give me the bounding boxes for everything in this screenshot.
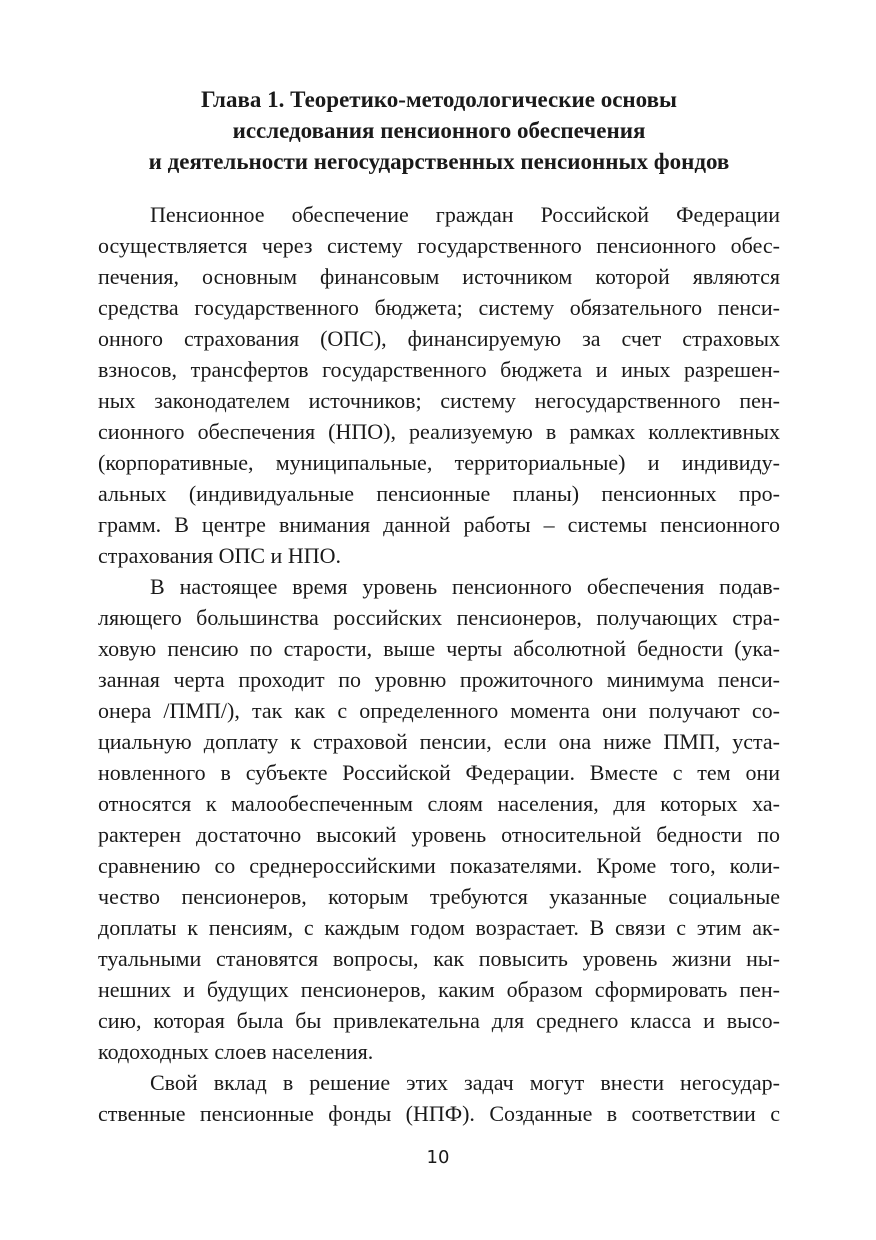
paragraph-2-line: сравнению со среднероссийскими показателями. Кроме того, коли-: [98, 853, 780, 878]
body-text: [98, 199, 780, 1129]
chapter-title-line: и деятельности негосударственных пенсионных фондов: [148, 149, 730, 174]
paragraph-2-line: относятся к малообеспеченным слоям населения, для которых ха-: [98, 791, 780, 816]
paragraph-2-line: ляющего большинства российских пенсионеров, получающих стра-: [98, 605, 780, 630]
paragraph-1-line: сионного обеспечения (НПО), реализуемую в рамках коллективных: [98, 419, 780, 444]
chapter-title-line: Глава 1. Теоретико-методологические основы: [201, 87, 677, 112]
paragraph-1-line: (корпоративные, муниципальные, территориальные) и индивиду-: [98, 450, 780, 475]
paragraph-1-line: страхования ОПС и НПО.: [98, 543, 341, 568]
paragraph-2-line: доплаты к пенсиям, с каждым годом возрастает. В связи с этим ак-: [98, 915, 780, 940]
paragraph-1-line: Пенсионное обеспечение граждан Российской Федерации: [150, 202, 780, 227]
paragraph-1-line: печения, основным финансовым источником которой являются: [98, 264, 780, 289]
chapter-heading: [98, 84, 780, 177]
paragraph-3-line: Свой вклад в решение этих задач могут внести негосудар-: [150, 1070, 780, 1095]
paragraph-1-line: осуществляется через систему государственного пенсионного обес-: [98, 233, 780, 258]
paragraph-2-line: занная черта проходит по уровню прожиточного минимума пенси-: [98, 667, 780, 692]
page-number: 10: [426, 1147, 450, 1168]
paragraph-1-line: взносов, трансфертов государственного бюджета и иных разрешен-: [98, 357, 780, 382]
paragraph-1-line: альных (индивидуальные пенсионные планы) пенсионных про-: [98, 481, 780, 506]
paragraph-2-line: циальную доплату к страховой пенсии, если она ниже ПМП, уста-: [98, 729, 780, 754]
chapter-title-line: исследования пенсионного обеспечения: [232, 118, 646, 143]
paragraph-1-line: средства государственного бюджета; систему обязательного пенси-: [98, 295, 780, 320]
paragraph-2-line: чество пенсионеров, которым требуются указанные социальные: [98, 884, 780, 909]
paragraph-2-line: ховую пенсию по старости, выше черты абсолютной бедности (ука-: [98, 636, 780, 661]
paragraph-2-line: туальными становятся вопросы, как повысить уровень жизни ны-: [98, 946, 780, 971]
paragraph-2-line: В настоящее время уровень пенсионного обеспечения подав-: [150, 574, 780, 599]
paragraph-2-line: кодоходных слоев населения.: [98, 1039, 374, 1064]
paragraph-2-line: рактерен достаточно высокий уровень относительной бедности по: [98, 822, 780, 847]
paragraph-2-line: новленного в субъекте Российской Федерации. Вместе с тем они: [98, 760, 780, 785]
paragraph-1-line: онного страхования (ОПС), финансируемую за счет страховых: [98, 326, 780, 351]
paragraph-1-line: грамм. В центре внимания данной работы – системы пенсионного: [98, 512, 780, 537]
paragraph-2-line: нешних и будущих пенсионеров, каким образом сформировать пен-: [98, 977, 780, 1002]
paragraph-2-line: сию, которая была бы привлекательна для среднего класса и высо-: [98, 1008, 780, 1033]
paragraph-3-line: ственные пенсионные фонды (НПФ). Созданные в соответствии с: [98, 1101, 780, 1126]
paragraph-2-line: онера /ПМП/), так как с определенного момента они получают со-: [98, 698, 780, 723]
paragraph-1-line: ных законодателем источников; систему негосударственного пен-: [98, 388, 780, 413]
